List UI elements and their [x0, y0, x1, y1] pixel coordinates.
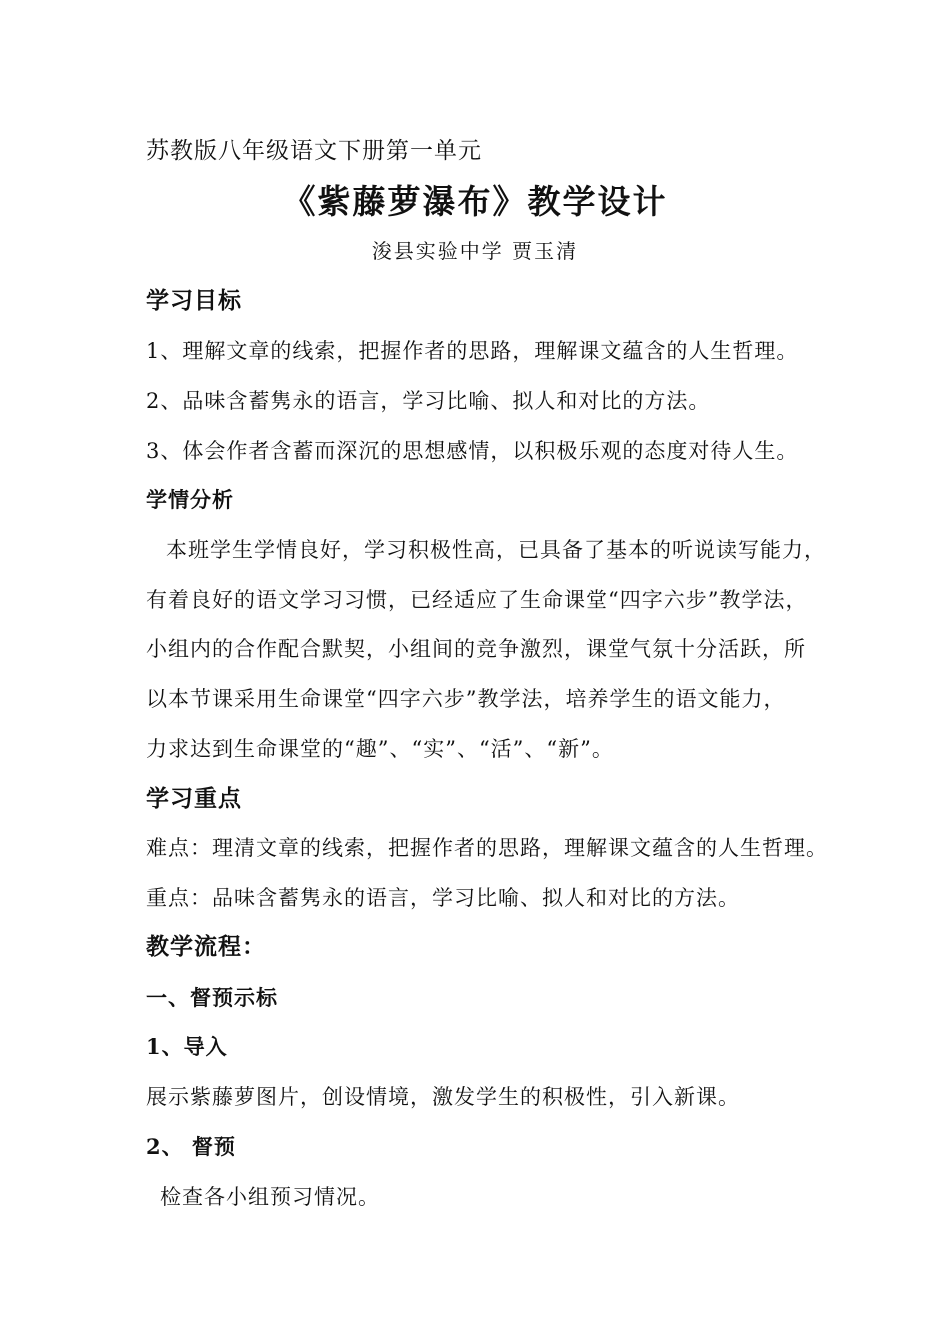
process-section-1: 一、督预示标	[146, 985, 278, 1010]
process-heading: 教学流程：	[146, 933, 266, 960]
analysis-line-1: 本班学生学情良好，学习积极性高，已具备了基本的听说读写能力，	[166, 538, 826, 562]
focus-difficult: 难点：理清文章的线索，把握作者的思路，理解课文蕴含的人生哲理。	[146, 836, 828, 860]
objective-item-2: 2、品味含蓄隽永的语言，学习比喻、拟人和对比的方法。	[146, 389, 711, 413]
analysis-line-4: 以本节课采用生命课堂“四字六步”教学法，培养学生的语文能力，	[146, 687, 786, 711]
focus-heading: 学习重点	[146, 785, 242, 812]
step-1-text: 展示紫藤萝图片，创设情境，激发学生的积极性，引入新课。	[146, 1085, 740, 1109]
author-line: 浚县实验中学 贾玉清	[371, 239, 579, 263]
focus-key: 重点：品味含蓄隽永的语言，学习比喻、拟人和对比的方法。	[146, 886, 740, 910]
objective-item-1: 1、理解文章的线索，把握作者的思路，理解课文蕴含的人生哲理。	[146, 339, 799, 363]
step-2-text: 检查各小组预习情况。	[160, 1185, 380, 1209]
step-2-title: 2、 督预	[146, 1134, 236, 1159]
objective-item-3: 3、体会作者含蓄而深沉的思想感情，以积极乐观的态度对待人生。	[146, 439, 799, 463]
objectives-heading: 学习目标	[146, 287, 242, 314]
analysis-line-2: 有着良好的语文学习习惯，已经适应了生命课堂“四字六步”教学法，	[146, 588, 808, 612]
course-subtitle: 苏教版八年级语文下册第一单元	[146, 138, 482, 164]
document-title: 《紫藤萝瀑布》教学设计	[282, 182, 668, 221]
analysis-line-3: 小组内的合作配合默契，小组间的竞争激烈，课堂气氛十分活跃，所	[146, 637, 806, 661]
analysis-line-5: 力求达到生命课堂的“趣”、“实”、“活”、“新”。	[146, 737, 614, 761]
step-1-title: 1、导入	[146, 1034, 228, 1059]
analysis-heading: 学情分析	[146, 487, 234, 512]
